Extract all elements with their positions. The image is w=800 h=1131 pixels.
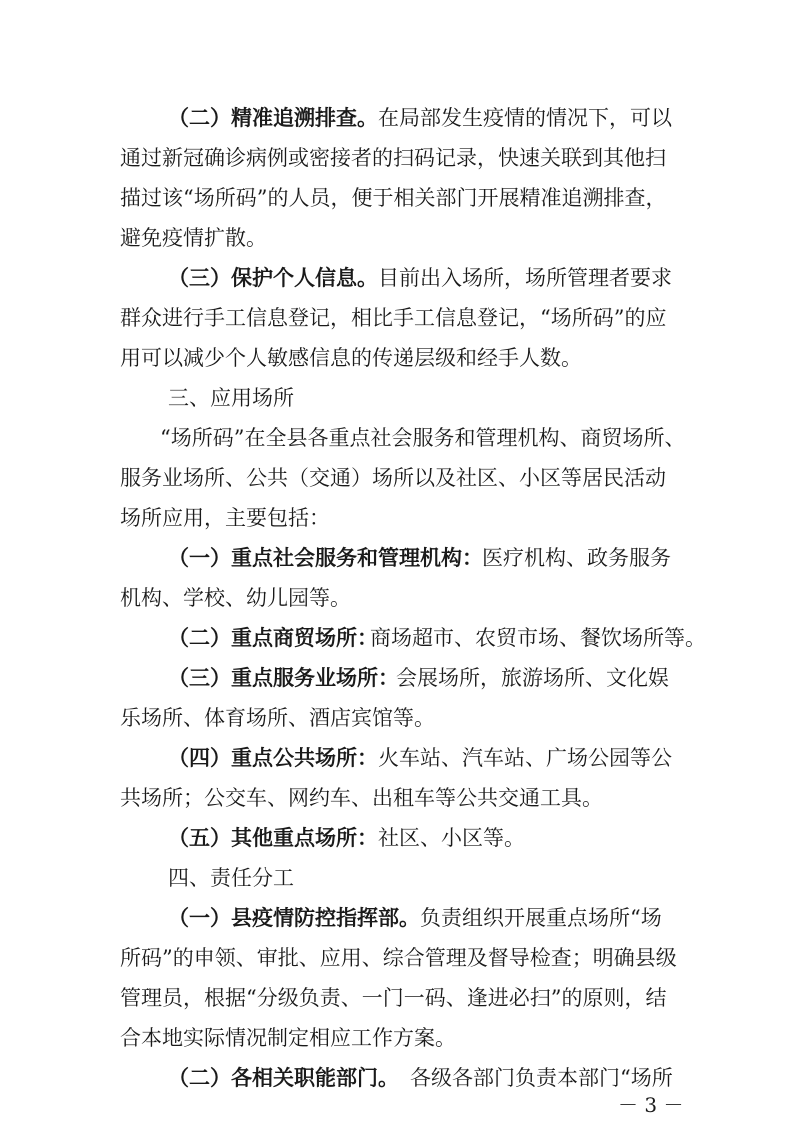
paragraph-line (0, 538, 800, 578)
paragraph-text: 商场超市、农贸市场、餐饮场所等。 (370, 626, 706, 650)
paragraph-text: 在局部发生疫情的情况下，可以 (378, 106, 672, 130)
paragraph-heading: （一）重点社会服务和管理机构： (168, 546, 483, 570)
paragraph-text: 描过该“场所码”的人员，便于相关部门开展精准追溯排查， (120, 186, 667, 210)
paragraph-heading: （三）重点服务业场所： (168, 666, 399, 690)
paragraph-line (0, 498, 800, 538)
paragraph-line (0, 418, 800, 458)
paragraph-line (0, 898, 800, 938)
paragraph-line (0, 138, 800, 178)
paragraph-line (0, 258, 800, 298)
section-heading (0, 378, 800, 418)
paragraph-line (0, 218, 800, 258)
paragraph-text: 避免疫情扩散。 (120, 226, 267, 250)
paragraph-text: 会展场所，旅游场所、文化娱 (396, 666, 669, 690)
paragraph-line (0, 178, 800, 218)
paragraph-text: 用可以减少个人敏感信息的传递层级和经手人数。 (120, 346, 582, 370)
paragraph-heading: （五）其他重点场所： (168, 826, 378, 850)
paragraph-heading: （二）精准追溯排查。 (168, 106, 378, 130)
paragraph-text: “场所码”在全县各重点社会服务和管理机构、商贸场所、 (160, 426, 686, 450)
paragraph-heading: （二）各相关职能部门。 (168, 1066, 399, 1090)
paragraph-heading: （二）重点商贸场所： (168, 626, 378, 650)
page-number: － 3 － (618, 1093, 684, 1117)
paragraph-heading: （三）保护个人信息。 (168, 266, 378, 290)
paragraph-line (0, 818, 800, 858)
paragraph-text: 火车站、汽车站、广场公园等公 (378, 746, 672, 770)
paragraph-line (0, 458, 800, 498)
paragraph-text: 各级各部门负责本部门“场所 (410, 1066, 673, 1090)
paragraph-heading: （一）县疫情防控指挥部。 (168, 906, 420, 930)
paragraph-line (0, 1018, 800, 1058)
paragraph-text: 场所应用，主要包括： (120, 506, 330, 530)
paragraph-line (0, 978, 800, 1018)
paragraph-text: 合本地实际情况制定相应工作方案。 (120, 1026, 456, 1050)
paragraph-line (0, 658, 800, 698)
paragraph-line (0, 698, 800, 738)
paragraph-line (0, 938, 800, 978)
paragraph-line (0, 98, 800, 138)
paragraph-line (0, 578, 800, 618)
paragraph-text: 管理员，根据“分级负责、一门一码、逢进必扫”的原则，结 (120, 986, 667, 1010)
paragraph-line (0, 618, 800, 658)
paragraph-heading: （四）重点公共场所： (168, 746, 378, 770)
section-heading-text: 四、责任分工 (168, 866, 294, 890)
paragraph-line (0, 338, 800, 378)
paragraph-text: 机构、学校、幼儿园等。 (120, 586, 351, 610)
paragraph-text: 乐场所、体育场所、酒店宾馆等。 (120, 706, 435, 730)
paragraph-text: 群众进行手工信息登记，相比手工信息登记，“场所码”的应 (120, 306, 667, 330)
paragraph-line (0, 778, 800, 818)
paragraph-line (0, 738, 800, 778)
section-heading (0, 858, 800, 898)
section-heading-text: 三、应用场所 (168, 386, 294, 410)
paragraph-text: 目前出入场所，场所管理者要求 (378, 266, 672, 290)
paragraph-line (0, 298, 800, 338)
paragraph-text: 医疗机构、政务服务 (482, 546, 671, 570)
paragraph-text: 社区、小区等。 (378, 826, 525, 850)
paragraph-text: 所码”的申领、审批、应用、综合管理及督导检查；明确县级 (120, 946, 677, 970)
paragraph-text: 通过新冠确诊病例或密接者的扫码记录，快速关联到其他扫 (120, 146, 666, 170)
paragraph-text: 共场所；公交车、网约车、出租车等公共交通工具。 (120, 786, 603, 810)
paragraph-text: 服务业场所、公共（交通）场所以及社区、小区等居民活动 (120, 466, 666, 490)
paragraph-text: 负责组织开展重点场所“场 (420, 906, 662, 930)
